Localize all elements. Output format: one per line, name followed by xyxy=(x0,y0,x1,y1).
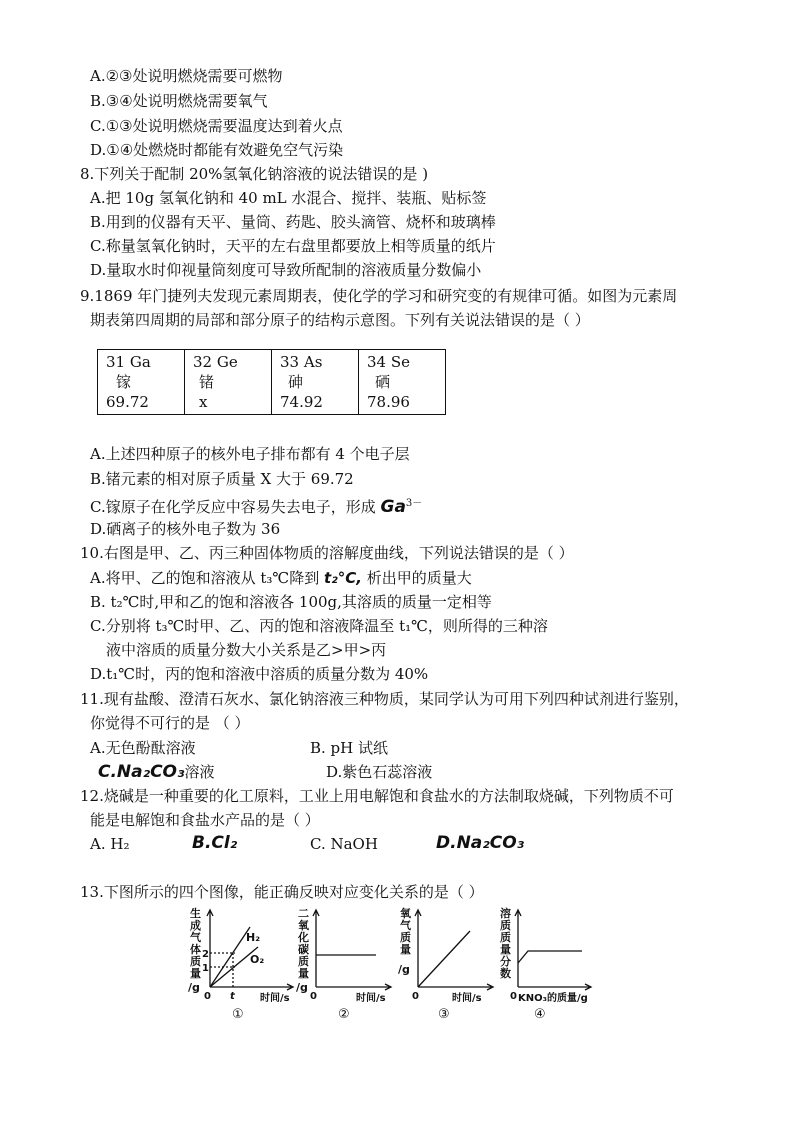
q8-option-c: C.称量氢氧化钠时，天平的左右盘里都要放上相等质量的纸片 xyxy=(90,237,496,255)
graph-4-ylabel-5: 数 xyxy=(500,967,511,980)
graph-3-origin: 0 xyxy=(412,991,419,1002)
t2-temperature: t₂°C, xyxy=(323,569,362,587)
graph-3-rising-line xyxy=(418,931,470,987)
q7-option-c: C.①③处说明燃烧需要温度达到着火点 xyxy=(90,117,343,135)
q8-stem: 8.下列关于配制 20%氢氧化钠溶液的说法错误的是 ) xyxy=(80,165,429,183)
ga-ion-symbol: Ga xyxy=(380,497,406,517)
element-cell-ge xyxy=(185,350,272,415)
q8-option-a: A.把 10g 氢氧化钠和 40 mL 水混合、搅拌、装瓶、贴标签 xyxy=(90,189,487,207)
q9-option-d: D.硒离子的核外电子数为 36 xyxy=(90,520,281,538)
graph-1-ylabel-4: 质 xyxy=(190,955,201,968)
q10-option-a xyxy=(90,568,472,588)
periodic-table-fragment xyxy=(97,349,446,415)
q11-option-c xyxy=(98,762,214,782)
graph-2-number: ② xyxy=(338,1007,350,1020)
element-mass: 78.96 xyxy=(367,393,410,411)
graph-2-ylabel-4: 质 xyxy=(298,955,309,968)
q12-option-b: B.Cl₂ xyxy=(192,833,238,853)
graph-1-ylabel-5: 量 xyxy=(190,967,201,980)
element-mass: 74.92 xyxy=(280,393,323,411)
q12-option-a: A. H₂ xyxy=(90,835,130,853)
q8-option-b: B.用到的仪器有天平、量筒、药匙、胶头滴管、烧杯和玻璃棒 xyxy=(90,213,496,231)
graph-3-xlabel: 时间/s xyxy=(452,993,482,1004)
q9-option-c xyxy=(90,494,422,517)
graph-4-ylabel-1: 质 xyxy=(500,919,511,932)
graph-4-ylabel-4: 分 xyxy=(500,955,511,968)
q7-option-d: D.①④处燃烧时都能有效避免空气污染 xyxy=(90,141,344,159)
q13-stem: 13.下图所示的四个图像，能正确反映对应变化关系的是（ ） xyxy=(80,883,484,901)
graph-1-tick-t: t xyxy=(230,991,235,1002)
graph-1-yunit: /g xyxy=(188,981,200,994)
graph-1-origin: 0 xyxy=(204,991,211,1002)
q7-option-b: B.③④处说明燃烧需要氧气 xyxy=(90,92,268,110)
q10-option-a-tail: 析出甲的质量大 xyxy=(361,569,472,587)
graph-4-xlabel: KNO₃的质量/g xyxy=(518,993,588,1004)
graph-3-ylabel-1: 气 xyxy=(400,919,411,932)
q10-option-c-line2: 液中溶质的质量分数大小关系是乙>甲>丙 xyxy=(106,641,387,659)
q12-stem-line2: 能是电解饱和食盐水产品的是（ ） xyxy=(90,811,320,829)
graph-2-ylabel-1: 氧 xyxy=(298,919,309,932)
q9-option-c-text: C.镓原子在化学反应中容易失去电子，形成 xyxy=(90,498,381,516)
element-number-symbol: 33 As xyxy=(280,353,323,371)
graph-1 xyxy=(180,905,300,1020)
graph-1-y2: 2 xyxy=(202,949,209,960)
q9-option-a: A.上述四种原子的核外电子排布都有 4 个电子层 xyxy=(90,445,410,463)
element-number-symbol: 31 Ga xyxy=(106,353,151,371)
graph-1-ylabel-1: 成 xyxy=(190,919,201,932)
element-number-symbol: 32 Ge xyxy=(193,353,238,371)
graph-4-curve xyxy=(518,951,582,963)
graph-3-ylabel-0: 氧 xyxy=(400,907,411,920)
q11-option-d: D.紫色石蕊溶液 xyxy=(326,763,433,781)
q9-option-b: B.锗元素的相对原子质量 X 大于 69.72 xyxy=(90,470,354,488)
graph-1-number: ① xyxy=(232,1007,244,1020)
q10-stem: 10.右图是甲、乙、丙三种固体物质的溶解度曲线，下列说法错误的是（ ） xyxy=(80,544,574,562)
element-mass: 69.72 xyxy=(106,393,149,411)
element-name: 锗 xyxy=(199,373,215,391)
q12-option-d: D.Na₂CO₃ xyxy=(436,833,525,853)
graph-3-ylabel-3: 量 xyxy=(400,943,411,956)
graph-4-origin: 0 xyxy=(510,991,517,1002)
q12-stem-line1: 12.烧碱是一种重要的化工原料，工业上用电解饱和食盐水的方法制取烧碱，下列物质不可 xyxy=(80,787,674,805)
graph-2-ylabel-2: 化 xyxy=(298,931,309,944)
q11-stem-line2: 你觉得不可行的是 （ ） xyxy=(90,714,250,732)
graph-2-yunit: /g xyxy=(296,981,308,994)
element-mass: x xyxy=(199,393,208,411)
graph-2-ylabel-0: 二 xyxy=(298,907,309,920)
graph-1-ylabel-2: 气 xyxy=(190,931,201,944)
ga-ion-charge: 3－ xyxy=(405,498,423,509)
graph-4-ylabel-3: 量 xyxy=(500,943,511,956)
graph-2-xlabel: 时间/s xyxy=(356,993,386,1004)
graph-1-xlabel: 时间/s xyxy=(260,993,290,1004)
element-number-symbol: 34 Se xyxy=(367,353,411,371)
graph-3-yunit: /g xyxy=(398,963,410,976)
q7-option-a: A.②③处说明燃烧需要可燃物 xyxy=(90,67,283,85)
q10-option-b: B. t₂℃时,甲和乙的饱和溶液各 100g,其溶质的质量一定相等 xyxy=(90,593,492,611)
element-cell-ga xyxy=(98,350,185,415)
graph-1-ylabel-3: 体 xyxy=(190,943,201,956)
graph-4-number: ④ xyxy=(534,1007,546,1020)
q9-stem-line1: 9.1869 年门捷列夫发现元素周期表，使化学的学习和研究变的有规律可循。如图为元素周 xyxy=(80,287,678,305)
graph-4 xyxy=(490,905,610,1020)
element-name: 镓 xyxy=(116,373,132,391)
element-cell-as xyxy=(272,350,359,415)
q9-stem-line2: 期表第四周期的局部和部分原子的结构示意图。下列有关说法错误的是（ ） xyxy=(90,311,590,329)
graph-1-o2-label: O₂ xyxy=(250,953,265,966)
graph-2 xyxy=(290,905,400,1020)
q11-option-a: A.无色酚酞溶液 xyxy=(90,739,196,757)
graph-2-ylabel-3: 碳 xyxy=(298,943,309,956)
graph-1-h2-line xyxy=(210,927,250,987)
q8-option-d: D.量取水时仰视量筒刻度可导致所配制的溶液质量分数偏小 xyxy=(90,261,482,279)
element-name: 硒 xyxy=(375,373,391,391)
q12-option-c: C. NaOH xyxy=(310,835,378,853)
q11-stem-line1: 11.现有盐酸、澄清石灰水、氯化钠溶液三种物质，某同学认为可用下列四种试剂进行鉴别， xyxy=(80,690,689,708)
q10-option-a-text: A.将甲、乙的饱和溶液从 t₃℃降到 xyxy=(90,569,324,587)
q10-option-d: D.t₁℃时，丙的饱和溶液中溶质的质量分数为 40% xyxy=(90,665,429,683)
graph-4-ylabel-0: 溶 xyxy=(500,907,511,920)
element-name: 砷 xyxy=(288,373,304,391)
graph-1-ylabel-0: 生 xyxy=(190,907,201,920)
graph-1-y1: 1 xyxy=(202,963,209,974)
graph-2-origin: 0 xyxy=(310,991,317,1002)
graph-1-h2-label: H₂ xyxy=(246,931,261,944)
graph-3-number: ③ xyxy=(438,1007,450,1020)
q11-option-c-tail: 溶液 xyxy=(184,763,215,781)
q10-option-c-line1: C.分别将 t₃℃时甲、乙、丙的饱和溶液降温至 t₁℃，则所得的三种溶 xyxy=(90,617,548,635)
na2co3-formula: C.Na₂CO₃ xyxy=(98,762,185,782)
graph-2-ylabel-5: 量 xyxy=(298,967,309,980)
q11-option-b: B. pH 试纸 xyxy=(310,739,389,757)
graph-3 xyxy=(392,905,502,1020)
element-cell-se xyxy=(359,350,446,415)
graph-3-ylabel-2: 质 xyxy=(400,931,411,944)
graph-4-ylabel-2: 质 xyxy=(500,931,511,944)
